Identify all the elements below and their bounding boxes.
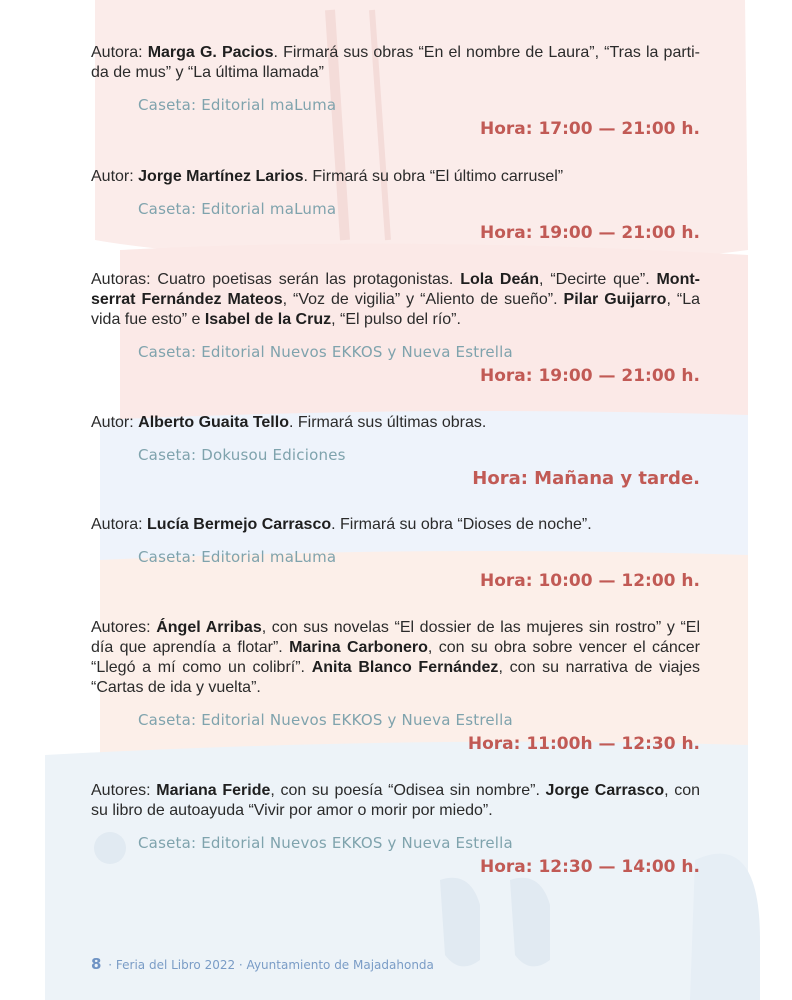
description-text: , “El pulso del río”. — [331, 311, 461, 328]
description-text: , con su libro de autoayuda “Vivir por amor o morir por miedo”. — [91, 782, 701, 819]
hora-label: Hora: 10:00 — 12:00 h. — [479, 571, 700, 591]
author-name: Jorge Martínez Larios — [138, 168, 304, 185]
hora-label: Hora: 19:00 — 21:00 h. — [479, 366, 700, 386]
author-name: Isabel de la Cruz — [204, 311, 332, 328]
description-text: , con sus novelas “El dossier de las mujeres sin rostro” y “El día que aprendía a flotar”. — [91, 619, 701, 656]
author-name: Mariana Feride — [156, 782, 271, 799]
description-text: . Firmará sus últimas obras. — [288, 414, 487, 431]
author-name: Marina Carbonero — [289, 639, 428, 656]
caseta-label: Caseta: Editorial Nuevos EKKOS y Nueva Estrella — [138, 711, 513, 729]
description-text: Autora: — [91, 516, 148, 533]
caseta-label: Caseta: Editorial maLuma — [138, 96, 337, 114]
author-name: Alberto Guaita Tello — [138, 414, 289, 431]
caseta-label: Caseta: Editorial Nuevos EKKOS y Nueva Estrella — [138, 834, 513, 852]
author-name: Jorge Carrasco — [545, 782, 665, 799]
caseta-label: Caseta: Editorial maLuma — [138, 200, 337, 218]
description-text: , “Decirte que”. — [539, 271, 657, 288]
author-name: Marga G. Pacios — [147, 44, 274, 61]
author-name: Pilar Guijarro — [563, 291, 667, 308]
entry-7 — [91, 781, 700, 879]
description-text: . Firmará su obra “El último carrusel” — [303, 168, 564, 185]
page-number: 8 — [91, 955, 102, 973]
footer-text: · Feria del Libro 2022 · Ayuntamiento de Majadahonda — [108, 958, 434, 972]
author-name: Lucía Bermejo Carrasco — [147, 516, 332, 533]
hora-label: Hora: 19:00 — 21:00 h. — [479, 223, 700, 243]
entry-description — [91, 413, 700, 433]
caseta-label: Caseta: Editorial Nuevos EKKOS y Nueva Estrella — [138, 343, 513, 361]
description-text: , con su poesía “Odisea sin nombre”. — [270, 782, 546, 799]
description-text: . Firmará su obra “Dioses de noche”. — [331, 516, 592, 533]
entry-5 — [91, 515, 700, 593]
description-text: Autor: — [91, 414, 139, 431]
entry-description — [91, 515, 700, 535]
description-text: Autor: — [91, 168, 139, 185]
entry-description — [91, 167, 700, 187]
entry-4 — [91, 413, 700, 491]
description-text: , con su obra sobre vencer el cáncer “Llegó a mí como un colibrí”. — [91, 639, 701, 676]
hora-label: Hora: 17:00 — 21:00 h. — [479, 119, 700, 139]
description-text: Autores: — [91, 782, 157, 799]
description-text: . Firmará sus obras “En el nombre de Laura”, “Tras la parti-da de mus” y “La última llamada” — [91, 44, 701, 81]
author-name: Lola Deán — [460, 271, 540, 288]
entry-2 — [91, 167, 700, 245]
hora-label: Hora: 12:30 — 14:00 h. — [479, 857, 700, 877]
entry-description — [91, 270, 700, 330]
entry-description — [91, 618, 700, 698]
entry-description — [91, 781, 700, 821]
author-name: Anita Blanco Fernández — [311, 659, 499, 676]
description-text: Autora: — [91, 44, 148, 61]
hora-label: Hora: 11:00h — 12:30 h. — [467, 734, 700, 754]
description-text: , “Voz de vigilia” y “Aliento de sueño”. — [282, 291, 564, 308]
page-footer — [91, 955, 434, 973]
caseta-label: Caseta: Editorial maLuma — [138, 548, 337, 566]
author-name: Mont-serrat Fernández Mateos — [91, 271, 700, 308]
entry-3 — [91, 270, 700, 388]
entry-1 — [91, 43, 700, 141]
description-text: Autoras: Cuatro poetisas serán las protagonistas. — [91, 271, 461, 288]
author-name: Ángel Arribas — [156, 619, 262, 636]
entry-6 — [91, 618, 700, 756]
description-text: Autores: — [91, 619, 157, 636]
entry-description — [91, 43, 700, 83]
hora-label: Hora: Mañana y tarde. — [472, 468, 700, 489]
caseta-label: Caseta: Dokusou Ediciones — [138, 446, 346, 464]
description-text: , “La vida fue esto” e — [91, 291, 700, 328]
description-text: , con su narrativa de viajes “Cartas de ida y vuelta”. — [91, 659, 700, 696]
